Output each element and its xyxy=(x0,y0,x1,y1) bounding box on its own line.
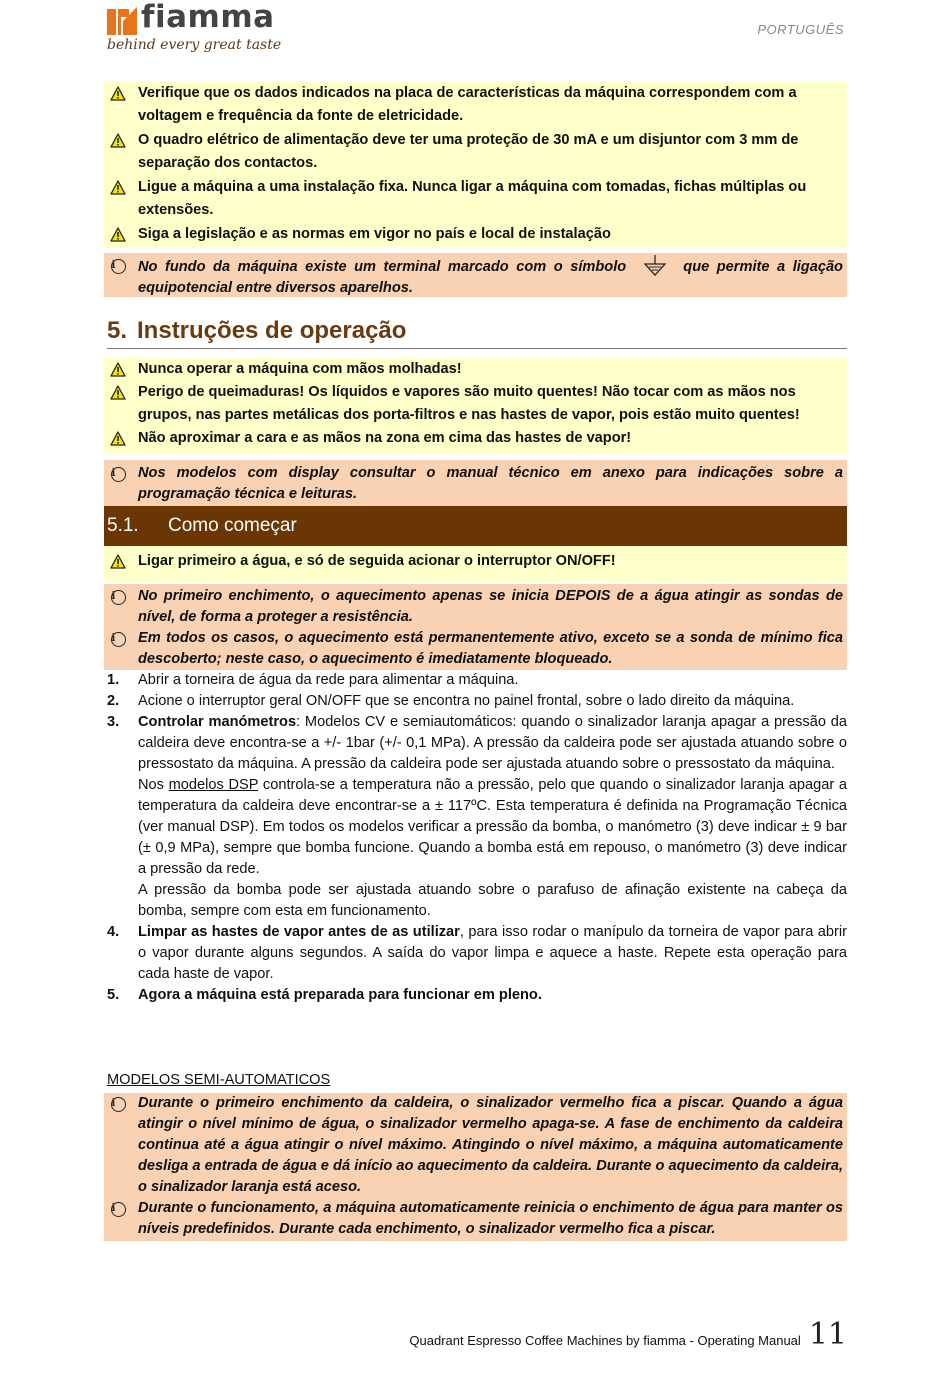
warning-triangle-icon xyxy=(109,129,127,151)
step-number: 5. xyxy=(107,987,120,1003)
warning-block-electrical xyxy=(104,81,847,248)
info-text-part1: No fundo da máquina existe um terminal marcado com o símbolo xyxy=(138,259,627,275)
section-title: Como começar xyxy=(168,515,297,536)
step-number: 1. xyxy=(107,672,120,688)
list-item xyxy=(107,670,847,691)
page-number: 11 xyxy=(808,1317,847,1352)
step-text: A pressão da bomba pode ser ajustada atuando sobre o parafuso de afinação existente na cabeça da bomba, sempre com esta em funcionamento. xyxy=(138,882,847,919)
info-icon: i xyxy=(109,1198,127,1220)
logo-tagline: behind every great taste xyxy=(107,37,282,53)
warning-triangle-icon xyxy=(109,176,127,198)
logo-wordmark: fiamma xyxy=(141,0,275,35)
warning-item xyxy=(104,129,843,174)
info-icon: i xyxy=(109,255,127,277)
step-text-body: : Modelos CV e semiautomáticos: quando o sinalizador laranja apagar a pressão da caldeira deve encontra-se a +/- 1bar (+/- 0,1 MPa). A pressão da caldeira pode ser ajustada atuando sobre o pressostato da máquina. A pressão da caldeira pode ser ajustada atuando sobre o pressostato da máquina. xyxy=(138,714,847,772)
fiamma-logo-mark-icon xyxy=(107,5,137,35)
step-text-pre: Nos xyxy=(138,777,169,793)
info-text: Durante o funcionamento, a máquina automaticamente reinicia o enchimento de água para manter os níveis predefinidos. Durante cada enchimento, o sinalizador vermelho fica a piscar. xyxy=(138,1200,843,1237)
step-text: Abrir a torneira de água da rede para alimentar a máquina. xyxy=(138,672,519,688)
step-text xyxy=(138,985,847,1006)
warning-block-start xyxy=(104,546,847,582)
step-bold-lead: Limpar as hastes de vapor antes de as utilizar xyxy=(138,924,460,940)
step-number: 2. xyxy=(107,693,120,709)
warning-item xyxy=(104,427,843,450)
info-block-display xyxy=(104,460,847,506)
step-text-body: , para isso rodar o manípulo da torneira de vapor para abrir o vapor durante alguns segundos. A saída do vapor limpa e aquece a haste. Repete esta operação para cada haste de vapor. xyxy=(138,924,847,982)
list-item xyxy=(107,922,847,985)
warning-item xyxy=(104,223,843,246)
info-icon: i xyxy=(109,586,127,608)
info-item xyxy=(104,1093,843,1198)
list-item xyxy=(107,985,847,1006)
page-footer xyxy=(409,1317,847,1352)
warning-item xyxy=(104,82,843,127)
warning-triangle-icon xyxy=(109,550,127,572)
warning-text: Ligue a máquina a uma instalação fixa. Nunca ligar a máquina com tomadas, fichas múltiplas ou extensões. xyxy=(138,179,807,218)
list-item xyxy=(107,712,847,922)
startup-steps-list xyxy=(107,670,847,1006)
section-number: 5. xyxy=(107,317,128,344)
step-text xyxy=(138,775,847,880)
warning-text: Siga a legislação e as normas em vigor no país e local de instalação xyxy=(138,226,611,242)
warning-text: Nunca operar a máquina com mãos molhadas! xyxy=(138,361,462,377)
warning-text: Verifique que os dados indicados na placa de características da máquina correspondem com a voltagem e frequência da fonte de eletricidade. xyxy=(138,85,797,124)
equipotential-icon xyxy=(640,255,670,277)
info-item xyxy=(104,1198,843,1240)
info-block-heating xyxy=(104,584,847,670)
warning-triangle-icon xyxy=(109,427,127,449)
warning-item xyxy=(104,381,843,427)
warning-text: Ligar primeiro a água, e só de seguida acionar o interruptor ON/OFF! xyxy=(138,553,616,569)
info-text: Em todos os casos, o aquecimento está permanentemente ativo, exceto se a sonda de mínimo fica descoberto; neste caso, o aquecimento é imediatamente bloqueado. xyxy=(138,630,843,667)
semi-auto-heading: MODELOS SEMI-AUTOMATICOS xyxy=(107,1072,331,1088)
fiamma-logo xyxy=(107,0,282,59)
warning-triangle-icon xyxy=(109,82,127,104)
list-item xyxy=(107,691,847,712)
warning-text: O quadro elétrico de alimentação deve ter uma proteção de 30 mA e um disjuntor com 3 mm de separação dos contactos. xyxy=(138,132,799,171)
step-text xyxy=(138,712,847,775)
section-title: Instruções de operação xyxy=(137,317,407,344)
section-5-1-heading xyxy=(104,506,847,546)
section-number: 5.1. xyxy=(107,515,139,536)
info-item xyxy=(104,255,843,299)
warning-triangle-icon xyxy=(109,381,127,403)
step-text: Acione o interruptor geral ON/OFF que se encontra no painel frontal, sobre o lado direito da máquina. xyxy=(138,693,795,709)
warning-item xyxy=(104,550,843,573)
step-text-body: controla-se a temperatura não a pressão, pelo que quando o sinalizador laranja apagar a temperatura da caldeira deve encontrar-se a ± 117ºC. Esta temperatura é definida na Programação Técnica (ver manual DSP). Em todos os modelos verificar a pressão da bomba, o manómetro (3) deve indicar ± 9 bar (± 0,9 MPa), sempre que bomba funcione. Quando a bomba está em repouso, o manómetro (3) deve indicar a pressão da rede. xyxy=(138,777,847,877)
info-block-equipotential xyxy=(104,253,847,297)
info-text-part2: que permite a ligação equipotencial entre diversos aparelhos. xyxy=(138,259,843,296)
warning-item xyxy=(104,358,843,381)
step-bold-lead: Controlar manómetros xyxy=(138,714,297,730)
warning-text: Não aproximar a cara e as mãos na zona em cima das hastes de vapor! xyxy=(138,430,632,446)
language-label: PORTUGUÊS xyxy=(757,22,844,37)
info-block-semi-auto xyxy=(104,1093,847,1241)
step-bold-lead: Agora a máquina está preparada para funcionar em pleno. xyxy=(138,987,542,1003)
warning-block-operation xyxy=(104,358,847,453)
step-text xyxy=(138,922,847,985)
info-item xyxy=(104,586,843,628)
step-number: 4. xyxy=(107,924,120,940)
info-icon: i xyxy=(109,1093,127,1115)
step-number: 3. xyxy=(107,714,120,730)
warning-triangle-icon xyxy=(109,223,127,245)
info-text: Durante o primeiro enchimento da caldeira, o sinalizador vermelho fica a piscar. Quando a água atingir o nível mínimo de água, o sinalizador vermelho apaga-se. A fase de enchimento da caldeira continua até a água atingir o nível máximo. Atingindo o nível máximo, a máquina automaticamente desliga a entrada de água e dá início ao aquecimento da caldeira. Durante o aquecimento da caldeira, o sinalizador laranja está aceso. xyxy=(138,1095,843,1195)
dsp-models-link: modelos DSP xyxy=(168,777,259,793)
info-icon: i xyxy=(109,628,127,650)
warning-triangle-icon xyxy=(109,358,127,380)
warning-text: Perigo de queimaduras! Os líquidos e vapores são muito quentes! Não tocar com as mãos nos grupos, nas partes metálicas dos porta-filtros e nas hastes de vapor, pois estão muito quentes! xyxy=(138,384,800,423)
info-item xyxy=(104,628,843,670)
warning-item xyxy=(104,176,843,221)
section-5-heading xyxy=(107,317,847,349)
info-icon: i xyxy=(109,463,127,485)
info-text: No primeiro enchimento, o aquecimento apenas se inicia DEPOIS de a água atingir as sondas de nível, de forma a proteger a resistência. xyxy=(138,588,843,625)
footer-text: Quadrant Espresso Coffee Machines by fiamma - Operating Manual xyxy=(409,1333,801,1348)
info-item xyxy=(104,463,843,505)
info-text: Nos modelos com display consultar o manual técnico em anexo para indicações sobre a programação técnica e leituras. xyxy=(138,465,843,502)
